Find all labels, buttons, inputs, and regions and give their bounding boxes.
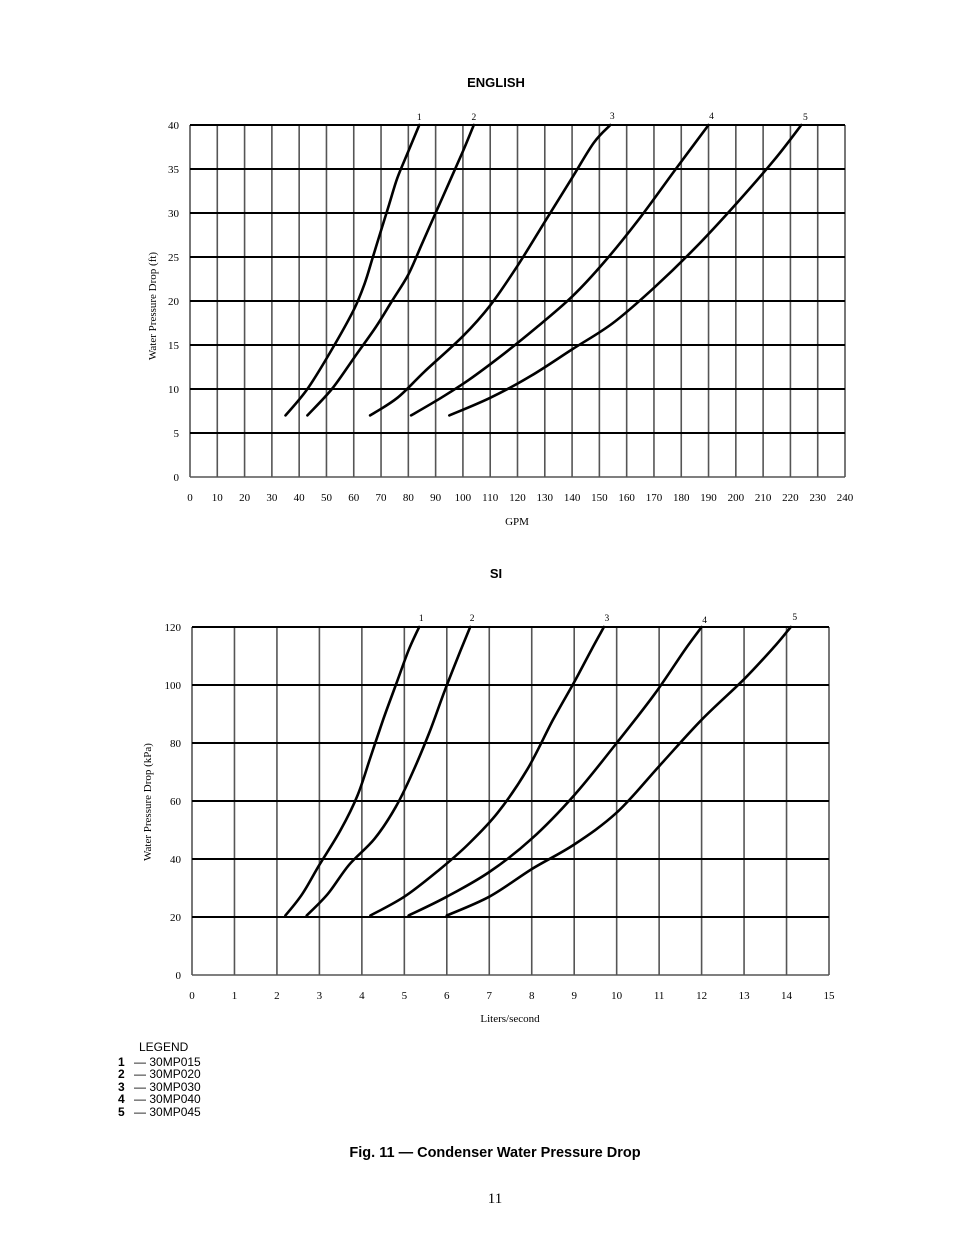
- si-curve-label-2: 2: [469, 614, 475, 624]
- si-x-axis-label: Liters/second: [480, 1013, 540, 1025]
- english-y-tick-label: 10: [168, 384, 179, 396]
- legend-entry-dash: —: [134, 1104, 146, 1119]
- legend-heading: LEGEND: [139, 1040, 189, 1054]
- si-x-tick-labels: [189, 990, 835, 1002]
- si-x-tick-label: 1: [231, 990, 238, 1002]
- si-y-tick-label: 0: [175, 970, 181, 982]
- english-x-tick-label: 10: [211, 492, 223, 504]
- si-y-tick-label: 20: [170, 912, 181, 924]
- english-x-tick-label: 150: [591, 492, 608, 504]
- legend-entry-label: 30MP040: [149, 1092, 201, 1107]
- english-curve-label-4: 4: [709, 112, 714, 122]
- si-y-axis-label: Water Pressure Drop (kPa): [142, 743, 154, 861]
- english-chart-title: ENGLISH: [467, 75, 525, 90]
- si-x-tick-label: 4: [359, 990, 365, 1002]
- english-x-tick-label: 100: [454, 492, 472, 504]
- si-x-tick-label: 13: [738, 990, 750, 1002]
- si-x-tick-label: 15: [823, 990, 835, 1002]
- english-x-tick-label: 140: [563, 492, 581, 504]
- english-x-tick-label: 130: [536, 492, 554, 504]
- english-curve-label-2: 2: [471, 113, 477, 123]
- english-y-tick-label: 15: [168, 340, 179, 352]
- english-x-tick-label: 190: [700, 492, 717, 504]
- si-x-tick-label: 9: [571, 990, 577, 1002]
- legend-entry-number: 4: [118, 1092, 125, 1107]
- legend-entry-number: 5: [118, 1104, 125, 1119]
- english-y-tick-label: 30: [168, 208, 179, 220]
- english-y-axis-label: Water Pressure Drop (ft): [147, 251, 159, 361]
- si-grid-horizontal: [192, 627, 829, 975]
- english-x-tick-label: 220: [782, 492, 799, 504]
- english-x-tick-label: 50: [320, 492, 332, 504]
- legend-entry-dash: —: [134, 1054, 146, 1069]
- legend-entry-label: 30MP015: [149, 1054, 201, 1069]
- si-y-tick-label: 40: [170, 854, 181, 866]
- legend-entry-number: 1: [118, 1054, 125, 1069]
- english-curve-label-1: 1: [416, 113, 422, 123]
- english-curve-label-5: 5: [802, 113, 808, 123]
- si-curve-1: [285, 627, 419, 916]
- english-x-tick-label: 90: [430, 492, 442, 504]
- si-x-tick-label: 3: [316, 990, 323, 1002]
- si-chart-title: SI: [489, 566, 503, 581]
- si-y-tick-labels: [165, 622, 182, 982]
- legend-entry-label: 30MP030: [149, 1079, 201, 1094]
- legend-entry-number: 2: [118, 1067, 125, 1082]
- english-y-tick-label: 40: [168, 120, 179, 132]
- english-x-tick-label: 170: [645, 492, 663, 504]
- legend-entry-label: 30MP045: [149, 1104, 201, 1119]
- english-y-tick-label: 35: [168, 164, 179, 176]
- si-curve-label-3: 3: [604, 614, 610, 624]
- si-x-tick-label: 8: [528, 990, 535, 1002]
- si-curve-label-5: 5: [792, 613, 798, 623]
- si-y-tick-label: 120: [164, 622, 181, 634]
- si-curve-2: [307, 627, 471, 916]
- si-curve-5: [447, 627, 791, 916]
- si-y-tick-label: 100: [164, 680, 181, 692]
- si-x-tick-label: 0: [189, 990, 195, 1002]
- si-x-tick-label: 10: [611, 990, 623, 1002]
- si-x-tick-label: 6: [444, 990, 450, 1002]
- si-x-tick-label: 11: [653, 990, 665, 1002]
- si-x-tick-label: 5: [401, 990, 408, 1002]
- english-curve-label-3: 3: [609, 112, 615, 122]
- si-x-tick-label: 14: [781, 990, 793, 1002]
- legend-entry-dash: —: [134, 1067, 146, 1082]
- english-x-tick-label: 70: [375, 492, 387, 504]
- legend-entry-number: 3: [118, 1079, 125, 1094]
- english-x-tick-label: 240: [836, 492, 854, 504]
- english-x-tick-label: 0: [187, 492, 193, 504]
- figure-caption: Fig. 11 — Condenser Water Pressure Drop: [349, 1145, 641, 1161]
- page-number: 11: [487, 1191, 503, 1207]
- english-x-tick-label: 120: [509, 492, 526, 504]
- english-y-tick-label: 25: [168, 252, 179, 264]
- english-y-tick-label: 0: [173, 472, 179, 484]
- english-x-tick-label: 200: [727, 492, 745, 504]
- english-x-tick-label: 30: [266, 492, 278, 504]
- si-x-tick-label: 2: [274, 990, 280, 1002]
- english-x-tick-label: 60: [348, 492, 360, 504]
- si-y-tick-label: 60: [170, 796, 181, 808]
- english-y-tick-label: 5: [173, 428, 179, 440]
- si-y-tick-label: 80: [170, 738, 181, 750]
- english-x-tick-label: 160: [618, 492, 635, 504]
- si-x-tick-label: 12: [696, 990, 708, 1002]
- legend-entry-dash: —: [134, 1092, 146, 1107]
- english-x-tick-label: 210: [754, 492, 772, 504]
- si-curve-label-1: 1: [418, 614, 424, 624]
- english-x-tick-label: 80: [402, 492, 414, 504]
- si-x-tick-label: 7: [486, 990, 493, 1002]
- legend-entry-dash: —: [134, 1079, 146, 1094]
- english-x-axis-label: GPM: [505, 516, 529, 528]
- si-curve-label-4: 4: [702, 616, 707, 626]
- english-x-tick-label: 180: [673, 492, 690, 504]
- legend-entry: [118, 1106, 201, 1119]
- english-x-tick-label: 40: [293, 492, 305, 504]
- english-x-tick-label: 230: [809, 492, 826, 504]
- legend: [118, 1041, 201, 1119]
- legend-entry-label: 30MP020: [149, 1067, 201, 1082]
- english-x-tick-label: 20: [239, 492, 251, 504]
- si-curve-labels: [419, 613, 798, 626]
- english-x-tick-label: 110: [482, 492, 499, 504]
- english-y-tick-label: 20: [168, 296, 179, 308]
